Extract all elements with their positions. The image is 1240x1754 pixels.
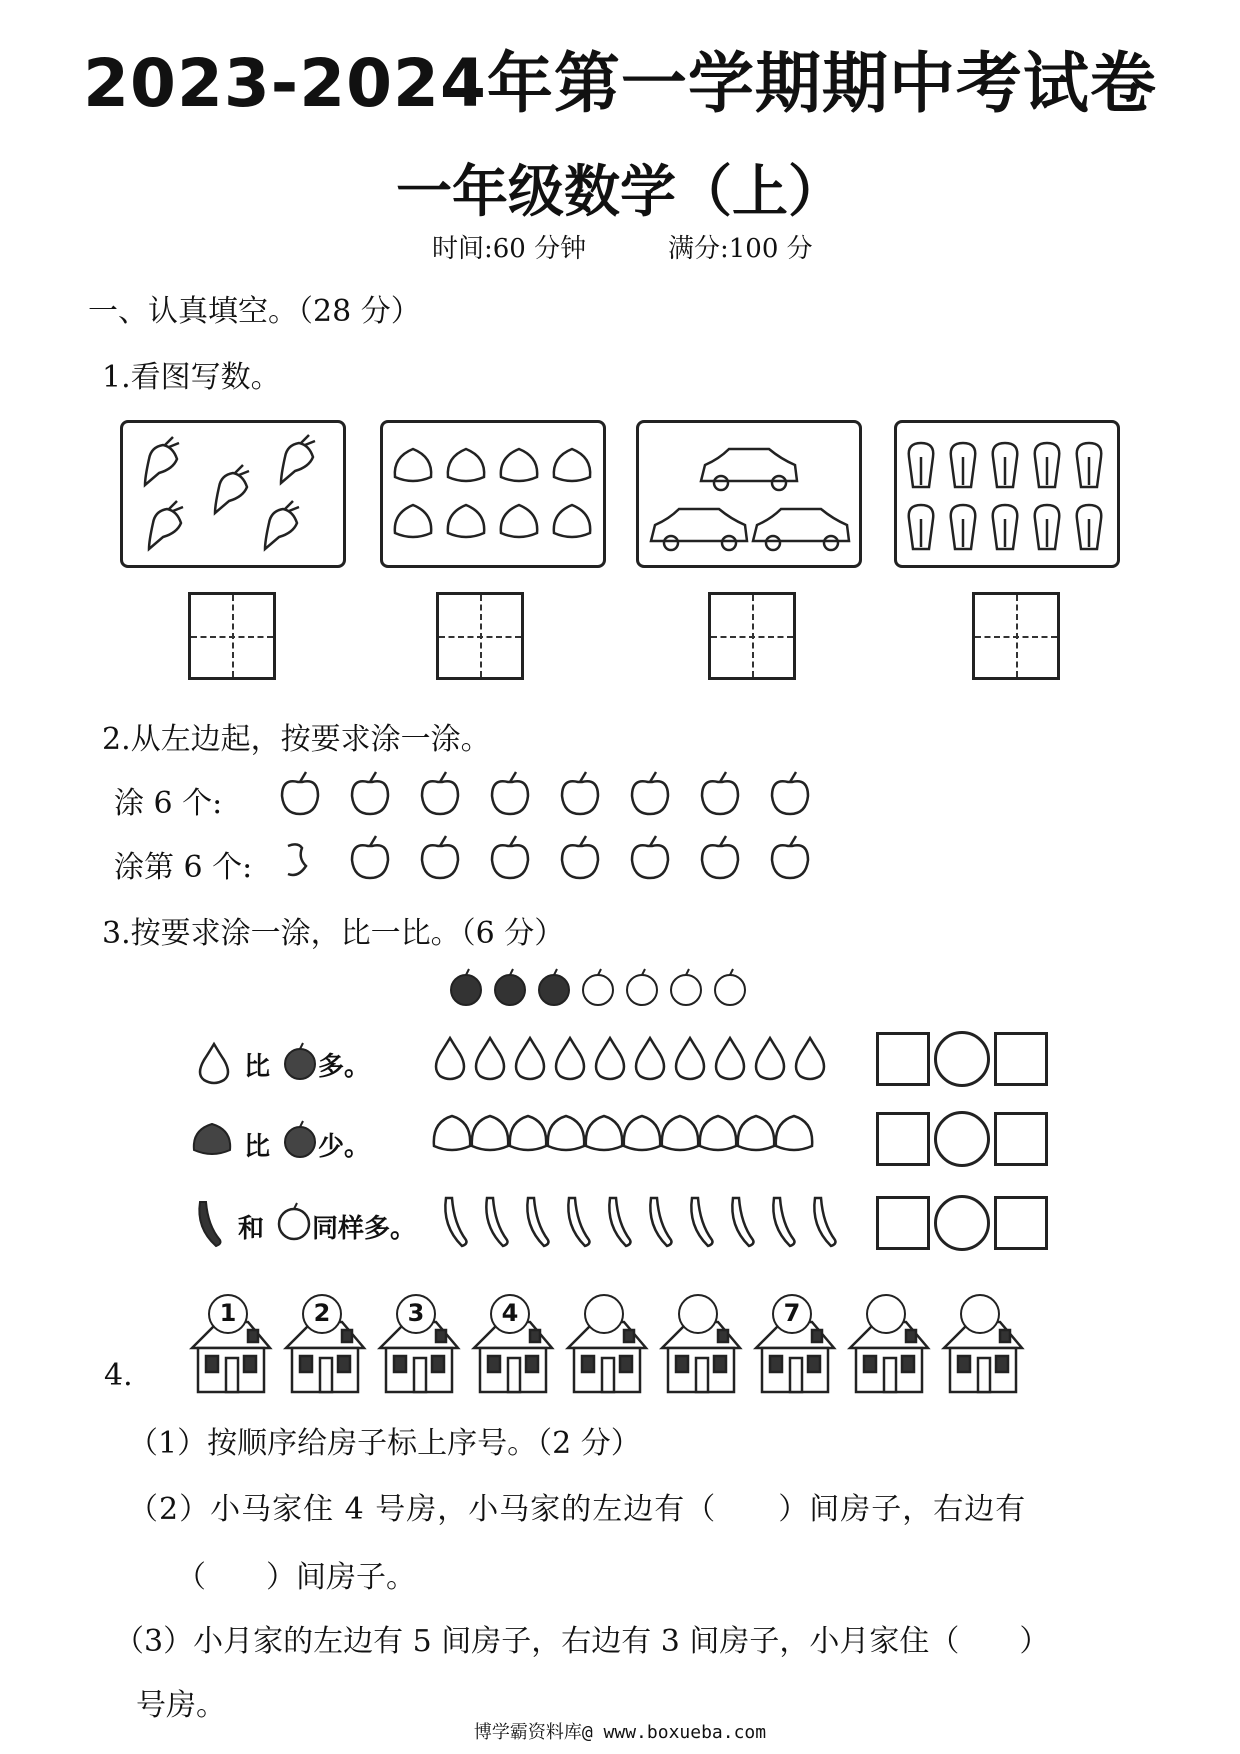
house-number-circle[interactable]: [960, 1294, 1000, 1334]
house-number: 3: [407, 1299, 425, 1327]
q3-row3-compare-circle[interactable]: [934, 1195, 990, 1251]
house: [376, 1300, 462, 1400]
q3-row2-word-a: 比: [244, 1132, 271, 1162]
house-number: 4: [501, 1299, 519, 1327]
apple-icon: [280, 1040, 320, 1084]
q4-part3-line1: （3）小月家的左边有 5 间房子，右边有 3 间房子，小月家住（ ）: [114, 1624, 1050, 1659]
section-heading: 一、认真填空。（28 分）: [88, 294, 421, 329]
banana-icon: [194, 1198, 228, 1250]
peach-picture-box: [380, 420, 606, 568]
q4-part2-line1: （2）小马家住 4 号房，小马家的左边有（ ）间房子，右边有: [128, 1492, 1027, 1527]
house-number-circle[interactable]: [866, 1294, 906, 1334]
house-number-circle[interactable]: [678, 1294, 718, 1334]
apple-icon: [282, 772, 808, 814]
house: [470, 1300, 556, 1400]
q3-row3-word-b: 同样多。: [312, 1214, 417, 1244]
house: [564, 1300, 650, 1400]
house-number-circle[interactable]: [772, 1294, 812, 1334]
house: [752, 1300, 838, 1400]
pear-row[interactable]: [430, 1030, 850, 1090]
q3-row2-right-box[interactable]: [994, 1112, 1048, 1166]
apple-icon: [280, 1118, 320, 1162]
q4-number: 4.: [104, 1358, 133, 1393]
q3-row2-word-b: 少。: [318, 1132, 371, 1162]
q2-row2-label: 涂第 6 个:: [114, 850, 253, 885]
q3-row2-compare-circle[interactable]: [934, 1111, 990, 1167]
time-limit: 时间:60 分钟: [432, 234, 587, 264]
footer-watermark: 博学霸资料库@ www.boxueba.com: [473, 1722, 767, 1743]
q3-label: 3.按要求涂一涂，比一比。（6 分）: [102, 916, 565, 951]
q3-row1-left-box[interactable]: [876, 1032, 930, 1086]
cabbage-picture-box: [894, 420, 1120, 568]
house-number: 1: [219, 1299, 237, 1327]
radish-icon: [123, 423, 343, 565]
car-icon: [639, 423, 859, 565]
peach-row[interactable]: [432, 1110, 852, 1162]
house-number-circle[interactable]: [208, 1294, 248, 1334]
q3-row1-word-a: 比: [244, 1052, 271, 1082]
peach-icon: [190, 1120, 234, 1160]
q2-label: 2.从左边起，按要求涂一涂。: [102, 722, 491, 757]
q3-row3-word-a: 和: [238, 1214, 265, 1244]
house-number: 7: [783, 1299, 801, 1327]
pear-icon: [194, 1040, 234, 1086]
house: [940, 1300, 1026, 1400]
house-number-circle[interactable]: [490, 1294, 530, 1334]
q3-row2-left-box[interactable]: [876, 1112, 930, 1166]
page-subtitle: 一年级数学（上）: [396, 160, 844, 225]
q1-label: 1.看图写数。: [102, 360, 281, 395]
house-number-circle[interactable]: [396, 1294, 436, 1334]
q2-row1-label: 涂 6 个:: [114, 786, 223, 821]
house-number: 2: [313, 1299, 331, 1327]
radish-picture-box: [120, 420, 346, 568]
reference-apple-row: [446, 966, 786, 1012]
page-title: 2023-2024年第一学期期中考试卷: [83, 45, 1157, 122]
car-picture-box: [636, 420, 862, 568]
full-score: 满分:100 分: [668, 234, 813, 264]
q4-part1: （1）按顺序给房子标上序号。（2 分）: [128, 1426, 641, 1461]
q3-row3-right-box[interactable]: [994, 1196, 1048, 1250]
house: [188, 1300, 274, 1400]
banana-row[interactable]: [436, 1192, 856, 1254]
answer-grid-cabbage[interactable]: [972, 592, 1060, 680]
house-number-circle[interactable]: [584, 1294, 624, 1334]
q3-row1-word-b: 多。: [318, 1052, 371, 1082]
answer-grid-peach[interactable]: [436, 592, 524, 680]
cabbage-icon: [897, 423, 1117, 565]
peach-icon: [383, 423, 603, 565]
answer-grid-radish[interactable]: [188, 592, 276, 680]
q3-row1-right-box[interactable]: [994, 1032, 1048, 1086]
house: [658, 1300, 744, 1400]
house-number-circle[interactable]: [302, 1294, 342, 1334]
house: [282, 1300, 368, 1400]
answer-grid-car[interactable]: [708, 592, 796, 680]
apple-icon: [274, 1200, 314, 1244]
q3-row3-left-box[interactable]: [876, 1196, 930, 1250]
q2-apple-rows[interactable]: [280, 768, 830, 898]
q3-row1-compare-circle[interactable]: [934, 1031, 990, 1087]
q4-part2-line2: （ ）间房子。: [176, 1560, 416, 1595]
q4-part3-line2: 号房。: [136, 1688, 226, 1723]
house: [846, 1300, 932, 1400]
house-row: [188, 1300, 1028, 1400]
